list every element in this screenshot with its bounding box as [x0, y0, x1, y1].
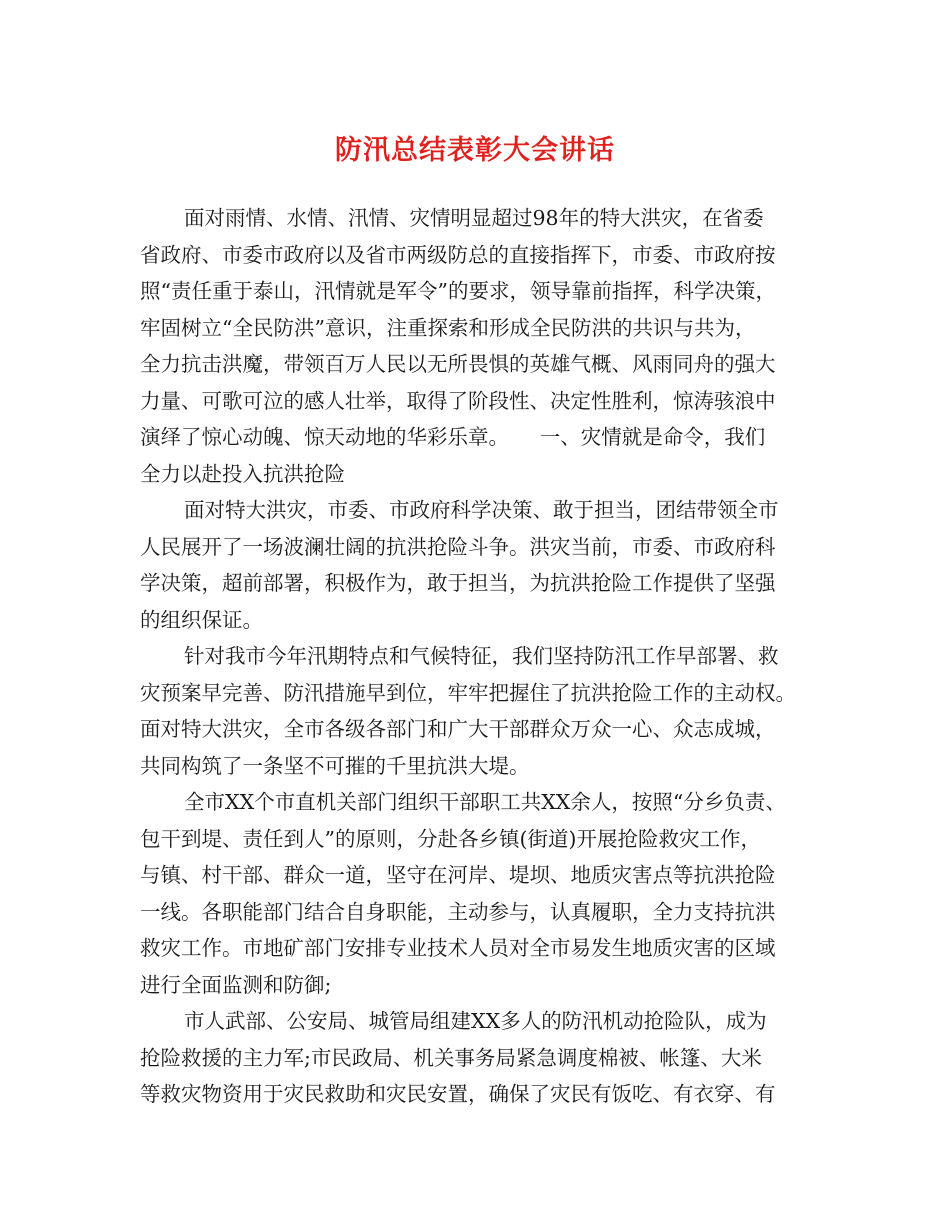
- paragraph-line: 全力抗击洪魔，带领百万人民以无所畏惧的英雄气概、风雨同舟的强大: [140, 352, 776, 376]
- paragraph-line: 面对雨情、水情、汛情、灾情明显超过98年的特大洪灾，在省委: [184, 206, 764, 230]
- paragraph-line: 面对特大洪灾，全市各级各部门和广大干部群众万众一心、众志成城，: [140, 717, 776, 741]
- paragraph-line: 面对特大洪灾，市委、市政府科学决策、敢于担当，团结带领全市: [184, 498, 779, 522]
- paragraph-line: 力量、可歌可泣的感人壮举，取得了阶段性、决定性胜利，惊涛骇浪中: [140, 388, 776, 413]
- document-body: [140, 200, 820, 1113]
- paragraph-line: 一线。各职能部门结合自身职能，主动参与，认真履职，全力支持抗洪: [140, 899, 776, 924]
- paragraph-line: 全力以赴投入抗洪抢险: [140, 461, 345, 486]
- paragraph-line: 抢险救援的主力军;市民政局、机关事务局紧急调度棉被、帐篷、大米: [140, 1045, 762, 1070]
- paragraph-line: 牢固树立“全民防洪”意识，注重探索和形成全民防洪的共识与共为，: [140, 315, 756, 340]
- paragraph: [140, 638, 820, 784]
- paragraph-line: 的组织保证。: [140, 607, 263, 632]
- paragraph: [140, 492, 820, 638]
- paragraph: [140, 1003, 820, 1113]
- document-title: 防汛总结表彰大会讲话: [335, 135, 615, 166]
- paragraph: [140, 200, 820, 492]
- paragraph-line: 省政府、市委市政府以及省市两级防总的直接指挥下，市委、市政府按: [140, 242, 776, 267]
- paragraph-line: 共同构筑了一条坚不可摧的千里抗洪大堤。: [140, 753, 530, 778]
- paragraph-line: 照“责任重于泰山，汛情就是军令”的要求，领导靠前指挥，科学决策，: [140, 279, 776, 303]
- paragraph-line: 市人武部、公安局、城管局组建XX多人的防汛机动抢险队，成为: [184, 1009, 767, 1033]
- paragraph-line: 学决策，超前部署，积极作为，敢于担当，为抗洪抢险工作提供了坚强: [140, 571, 776, 595]
- paragraph-line: 人民展开了一场波澜壮阔的抗洪抢险斗争。洪灾当前，市委、市政府科: [140, 534, 776, 559]
- paragraph-line: 救灾工作。市地矿部门安排专业技术人员对全市易发生地质灾害的区域: [140, 936, 776, 960]
- paragraph-line: 全市XX个市直机关部门组织干部职工共XX余人，按照“分乡负责、: [184, 790, 786, 814]
- paragraph-line: 针对我市今年汛期特点和气候特征，我们坚持防汛工作早部署、救: [184, 644, 779, 668]
- paragraph-line: 与镇、村干部、群众一道，坚守在河岸、堤坝、地质灾害点等抗洪抢险: [140, 863, 776, 887]
- paragraph-line: 灾预案早完善、防汛措施早到位，牢牢把握住了抗洪抢险工作的主动权。: [140, 680, 796, 705]
- paragraph-line: 演绎了惊心动魄、惊天动地的华彩乐章。 一、灾情就是命令，我们: [140, 425, 766, 449]
- paragraph-line: 包干到堤、责任到人”的原则，分赴各乡镇(街道)开展抢险救灾工作，: [140, 826, 761, 851]
- paragraph-line: 进行全面监测和防御;: [140, 972, 332, 997]
- paragraph: [140, 784, 820, 1003]
- paragraph-line: 等救灾物资用于灾民救助和灾民安置，确保了灾民有饭吃、有衣穿、有: [140, 1082, 776, 1106]
